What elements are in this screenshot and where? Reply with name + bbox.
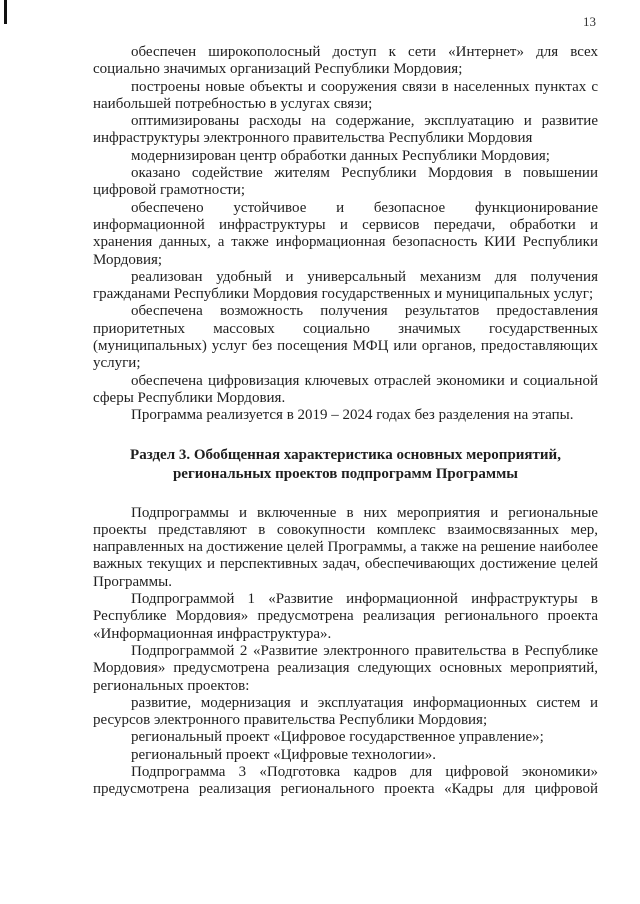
paragraph: обеспечена цифровизация ключевых отраслей экономики и социальной сферы Республики Мордовия. [93,372,598,406]
paragraph: региональный проект «Цифровые технологии». [131,746,437,763]
scan-mark [4,0,7,24]
paragraph: Программа реализуется в 2019 – 2024 годах без разделения на этапы. [131,407,574,424]
paragraph: оптимизированы расходы на содержание, эксплуатацию и развитие инфраструктуры электронного правительства Республики Мордовия [93,113,598,147]
section-heading-line: региональных проектов подпрограмм Программы [172,465,519,482]
paragraph: обеспечен широкополосный доступ к сети «Интернет» для всех социально значимых организаций Республики Мордовия; [93,44,598,78]
paragraph: модернизирован центр обработки данных Республики Мордовия; [131,147,550,164]
body-text [93,44,598,799]
section-heading [93,446,598,505]
paragraph: Подпрограмма 3 «Подготовка кадров для цифровой экономики» предусмотрена реализация регионального проекта «Кадры для цифровой [93,763,598,798]
paragraph: обеспечена возможность получения результатов предоставления приоритетных массовых социально значимых государственных (муниципальных) услуг без посещения МФЦ или органов, предоставляющих услуги; [93,303,598,372]
paragraph: региональный проект «Цифровое государственное управление»; [131,729,544,746]
paragraph: реализован удобный и универсальный механизм для получения гражданами Республики Мордовия государственных и муниципальных услуг; [93,268,598,303]
paragraph: Подпрограммой 1 «Развитие информационной инфраструктуры в Республике Мордовия» предусмотрена реализация регионального проекта «Информационная инфраструктура». [93,591,598,642]
paragraph: построены новые объекты и сооружения связи в населенных пунктах с наибольшей потребностью в услугах связи; [93,78,598,112]
page-number: 13 [583,14,596,29]
paragraph: обеспечено устойчивое и безопасное функционирование информационной инфраструктуры и сервисов передачи, обработки и хранения данных, а также информационная безопасность КИИ Республики Мордовия; [93,199,598,268]
paragraph: развитие, модернизация и эксплуатация информационных систем и ресурсов электронного правительства Республики Мордовия; [93,694,598,729]
paragraph: оказано содействие жителям Республики Мордовия в повышении цифровой грамотности; [93,165,598,199]
paragraph: Подпрограммы и включенные в них мероприятия и региональные проекты представляют в совокупности комплекс взаимосвязанных мер, направленных на достижение целей Программы, а также на решение наиболее важных текущих и перспективных задач, обеспечивающих достижение целей Программы. [93,504,598,590]
paragraph: Подпрограммой 2 «Развитие электронного правительства в Республике Мордовия» предусмотрена реализация следующих основных мероприятий, региональных проектов: [93,642,598,694]
section-heading-line: Раздел 3. Обобщенная характеристика основных мероприятий, [130,446,561,463]
